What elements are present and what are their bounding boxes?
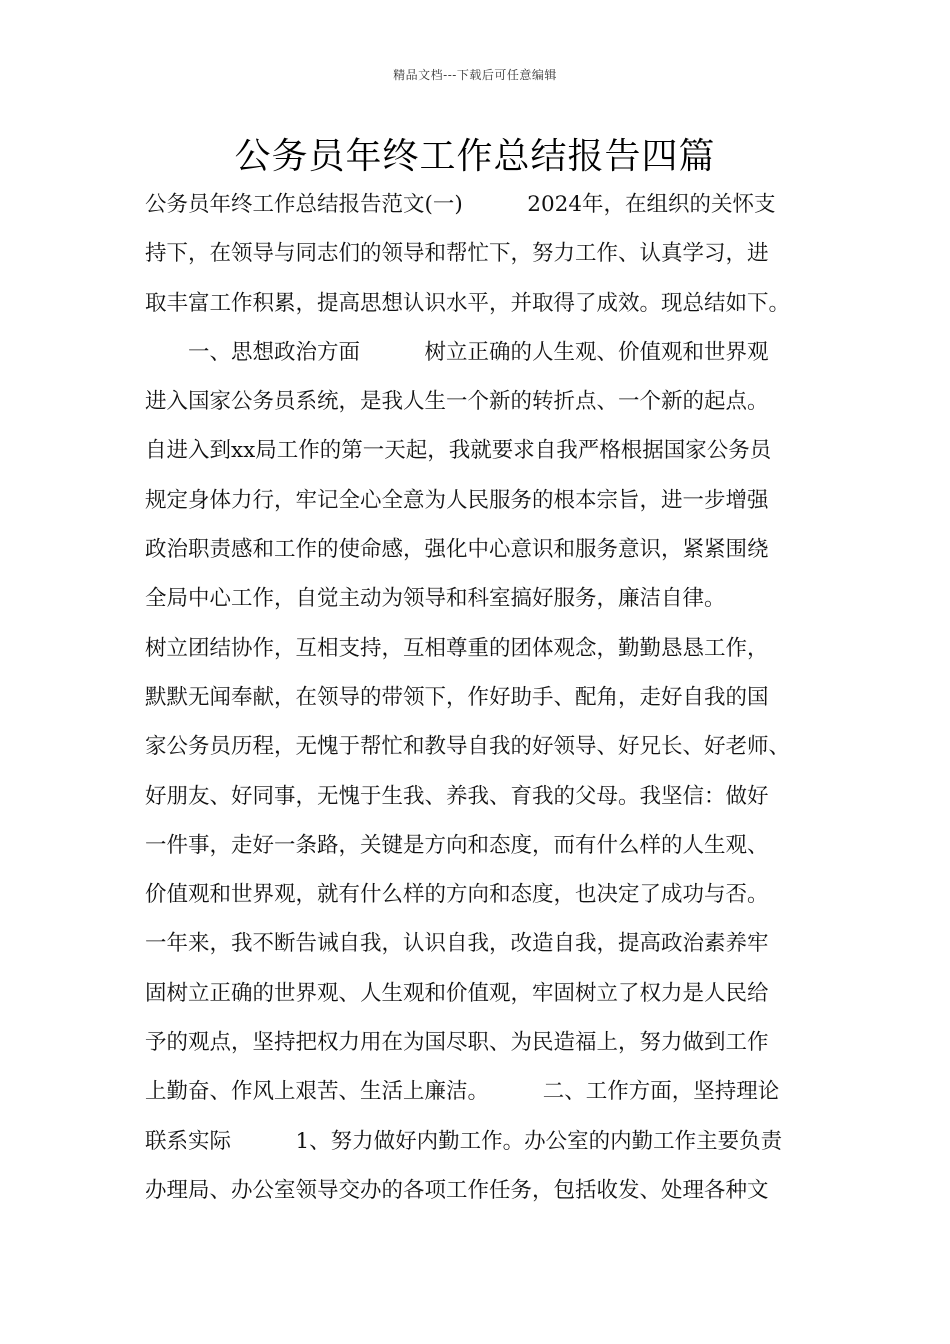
body-line: 办理局、办公室领导交办的各项工作任务，包括收发、处理各种文 [145,1177,769,1203]
document-title: 公务员年终工作总结报告四篇 [234,136,716,177]
document-body [145,180,815,1215]
body-line: 予的观点，坚持把权力用在为国尽职、为民造福上，努力做到工作 [145,1030,769,1056]
body-line: 取丰富工作积累，提高思想认识水平，并取得了成效。现总结如下。 [145,290,791,316]
body-line: 好朋友、好同事，无愧于生我、养我、育我的父母。我坚信：做好 [145,783,769,809]
body-line: 联系实际 1、努力做好内勤工作。办公室的内勤工作主要负责 [145,1128,783,1154]
body-line: 一件事，走好一条路，关键是方向和态度，而有什么样的人生观、 [145,832,769,858]
page-header-note: 精品文档---下载后可任意编辑 [393,68,557,82]
body-line: 固树立正确的世界观、人生观和价值观，牢固树立了权力是人民给 [145,980,769,1006]
body-line: 一、思想政治方面 树立正确的人生观、价值观和世界观 [145,339,769,365]
body-line: 价值观和世界观，就有什么样的方向和态度，也决定了成功与否。 [145,882,769,908]
body-line: 自进入到xx局工作的第一天起，我就要求自我严格根据国家公务员 [145,438,772,464]
body-line: 持下，在领导与同志们的领导和帮忙下，努力工作、认真学习，进 [145,241,769,267]
body-line: 进入国家公务员系统，是我人生一个新的转折点、一个新的起点。 [145,389,769,415]
body-line: 政治职责感和工作的使命感，强化中心意识和服务意识，紧紧围绕 [145,537,769,563]
body-line: 规定身体力行，牢记全心全意为人民服务的根本宗旨，进一步增强 [145,487,769,513]
body-line: 家公务员历程，无愧于帮忙和教导自我的好领导、好兄长、好老师、 [145,734,791,760]
body-line: 默默无闻奉献，在领导的带领下，作好助手、配角，走好自我的国 [145,684,769,710]
body-line: 树立团结协作，互相支持，互相尊重的团体观念，勤勤恳恳工作， [145,635,769,661]
body-line: 上勤奋、作风上艰苦、生活上廉洁。 二、工作方面，坚持理论 [145,1079,780,1105]
body-line: 公务员年终工作总结报告范文(一) 2024年，在组织的关怀支 [145,192,776,217]
body-line: 全局中心工作，自觉主动为领导和科室搞好服务，廉洁自律。 [145,586,726,612]
body-line: 一年来，我不断告诫自我，认识自我，改造自我，提高政治素养牢 [145,931,769,957]
